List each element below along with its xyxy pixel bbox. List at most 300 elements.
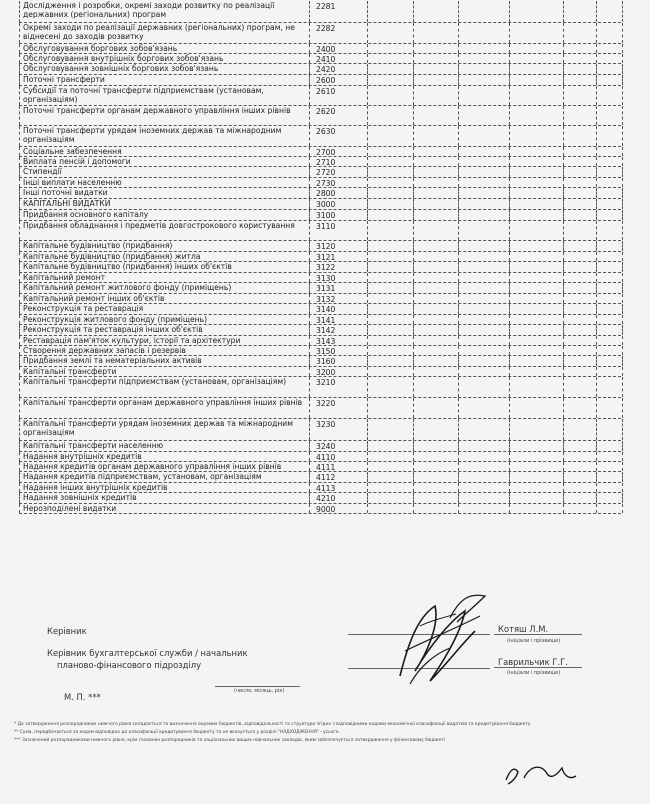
table-row [19,504,621,514]
amount-cell [596,221,623,240]
amount-cell [509,64,564,74]
amount-cell [458,304,510,314]
amount-cell [413,377,459,397]
amount-cell [413,441,459,451]
row-name-cell [19,419,310,440]
table-row [19,221,621,241]
amount-cell [367,315,414,324]
amount-cell [413,221,459,240]
row-name: Обслуговування боргових зобов'язань [23,44,178,53]
row-name: Капітальні трансферти органам державного управління інших рівнів [23,398,303,407]
amount-cell [596,346,623,355]
row-code-cell [309,419,368,440]
amount-cell [596,1,623,22]
row-code-cell [309,210,368,220]
amount-cell [596,199,623,209]
amount-cell [563,452,597,461]
table-row [19,304,621,315]
row-name: Обслуговування внутрішніх боргових зобов'язань [23,54,224,63]
row-code: 3100 [316,211,336,220]
accountant-name: Гаврильчик Г.Г. [498,657,568,667]
row-name-cell [19,398,310,418]
amount-cell [458,54,510,63]
row-code-cell [309,252,368,261]
amount-cell [458,157,510,166]
amount-cell [458,188,510,198]
row-name: Поточні трансферти урядам іноземних держав та міжнародним організаціям [23,126,282,144]
row-name: Поточні трансферти [23,75,105,84]
amount-cell [367,377,414,397]
amount-cell [563,262,597,272]
amount-cell [458,336,510,345]
row-code-cell [309,106,368,125]
amount-cell [458,377,510,397]
amount-cell [367,493,414,503]
row-code: 3240 [316,442,336,451]
amount-cell [509,504,564,513]
accountant-label-2: планово-фінансового підрозділу [57,660,202,670]
amount-cell [563,54,597,63]
amount-cell [596,304,623,314]
row-code-cell [309,452,368,461]
row-name-cell [19,167,310,177]
amount-cell [509,1,564,22]
amount-cell [596,356,623,366]
row-code: 3210 [316,378,336,387]
amount-cell [596,441,623,451]
row-code-cell [309,188,368,198]
row-code-cell [309,336,368,345]
amount-cell [367,75,414,85]
amount-cell [563,44,597,53]
amount-cell [367,367,414,376]
table-row [19,75,621,86]
row-code-cell [309,221,368,240]
table-row [19,325,621,336]
row-code-cell [309,126,368,146]
head-name: Котяш Л.М. [498,624,549,634]
amount-cell [563,178,597,187]
amount-cell [367,452,414,461]
amount-cell [367,441,414,451]
row-code: 3142 [316,326,336,335]
row-code: 2281 [316,2,336,11]
row-code-cell [309,325,368,335]
amount-cell [509,346,564,355]
amount-cell [413,167,459,177]
row-name: Капітальні трансферти населенню [23,441,164,450]
table-row [19,1,621,23]
amount-cell [458,126,510,146]
amount-cell [458,86,510,105]
row-name: Створення державних запасів і резервів [23,346,186,355]
amount-cell [367,126,414,146]
amount-cell [458,356,510,366]
amount-cell [596,75,623,85]
amount-cell [596,283,623,293]
amount-cell [413,504,459,513]
row-code: 3131 [316,284,336,293]
row-name: Соціальне забезпечення [23,147,122,156]
amount-cell [509,452,564,461]
row-name-cell [19,252,310,261]
row-code: 3200 [316,368,336,376]
row-code-cell [309,367,368,376]
amount-cell [367,483,414,492]
row-code-cell [309,54,368,63]
amount-cell [413,1,459,22]
amount-cell [413,294,459,303]
amount-cell [413,304,459,314]
amount-cell [413,75,459,85]
row-code: 3160 [316,357,336,366]
table-row [19,106,621,126]
amount-cell [458,262,510,272]
amount-cell [563,157,597,166]
row-name: Виплата пенсій і допомоги [23,157,131,166]
amount-cell [509,221,564,240]
amount-cell [509,377,564,397]
footnote-3: *** Зазначений розпорядниками нижчого рівня, крім головних розпорядників та національних вищих навчальних закладів, яким забезпечується затвердження у фінансовому бюджеті [14,738,445,743]
amount-cell [596,325,623,335]
amount-cell [367,252,414,261]
amount-cell [596,64,623,74]
table-row [19,252,621,262]
table-row [19,86,621,106]
amount-cell [458,147,510,156]
head-name-line [494,634,582,635]
row-code-cell [309,23,368,43]
amount-cell [596,44,623,53]
row-code-cell [309,377,368,397]
row-code-cell [309,304,368,314]
amount-cell [367,221,414,240]
row-code-cell [309,75,368,85]
row-code-cell [309,462,368,471]
amount-cell [367,188,414,198]
row-code: 4110 [316,453,336,461]
amount-cell [509,167,564,177]
row-name-cell [19,262,310,272]
row-code: 2700 [316,148,336,156]
amount-cell [413,188,459,198]
amount-cell [563,241,597,251]
amount-cell [413,241,459,251]
amount-cell [563,283,597,293]
amount-cell [367,283,414,293]
table-row [19,167,621,178]
amount-cell [563,325,597,335]
amount-cell [596,377,623,397]
amount-cell [413,336,459,345]
amount-cell [563,441,597,451]
row-name-cell [19,273,310,282]
row-code: 2282 [316,24,336,33]
amount-cell [563,221,597,240]
row-name-cell [19,178,310,187]
row-code-cell [309,441,368,451]
amount-cell [563,188,597,198]
row-name: Надання кредитів органам державного управління інших рівнів [23,462,282,471]
row-code: 2410 [316,55,336,63]
amount-cell [367,356,414,366]
amount-cell [367,462,414,471]
amount-cell [596,157,623,166]
amount-cell [413,472,459,482]
row-name: Капітальне будівництво (придбання) [23,241,173,250]
amount-cell [413,398,459,418]
head-label: Керівник [47,626,87,636]
stamp-label: М. П. *** [64,692,101,702]
amount-cell [509,157,564,166]
row-name: Стипендії [23,167,62,176]
amount-cell [413,147,459,156]
row-name: Нерозподілені видатки [23,504,117,513]
row-name: Дослідження і розробки, окремі заходи розвитку по реалізації державних (регіональних) програм [23,1,275,19]
amount-cell [458,199,510,209]
row-name: Надання зовнішніх кредитів [23,493,137,502]
amount-cell [367,1,414,22]
row-code: 3150 [316,347,336,355]
row-name-cell [19,336,310,345]
amount-cell [596,472,623,482]
table-row [19,273,621,283]
row-name: Реконструкція та реставрація [23,304,144,313]
amount-cell [458,178,510,187]
amount-cell [367,199,414,209]
amount-cell [509,472,564,482]
amount-cell [563,252,597,261]
amount-cell [367,472,414,482]
amount-cell [458,210,510,220]
amount-cell [367,210,414,220]
amount-cell [563,86,597,105]
row-code: 2600 [316,76,336,85]
amount-cell [458,462,510,471]
row-code: 3220 [316,399,336,408]
amount-cell [367,241,414,251]
accountant-name-line [494,667,582,668]
amount-cell [413,273,459,282]
row-name-cell [19,106,310,125]
amount-cell [596,147,623,156]
row-name: Капітальне будівництво (придбання) інших об'єктів [23,262,232,271]
row-name-cell [19,493,310,503]
row-name-cell [19,504,310,513]
amount-cell [458,23,510,43]
amount-cell [509,23,564,43]
amount-cell [596,210,623,220]
amount-cell [509,336,564,345]
amount-cell [563,398,597,418]
amount-cell [367,304,414,314]
row-name-cell [19,346,310,355]
amount-cell [458,419,510,440]
row-name-cell [19,126,310,146]
row-code-cell [309,294,368,303]
table-row [19,157,621,167]
amount-cell [563,493,597,503]
amount-cell [596,167,623,177]
amount-cell [596,462,623,471]
row-code: 3132 [316,295,336,303]
amount-cell [509,315,564,324]
row-name-cell [19,377,310,397]
row-code: 3230 [316,420,336,429]
amount-cell [458,294,510,303]
row-code-cell [309,472,368,482]
table-row [19,377,621,398]
date-hint: (число, місяць, рік) [234,688,285,694]
amount-cell [367,273,414,282]
table-row [19,188,621,199]
amount-cell [413,283,459,293]
amount-cell [367,419,414,440]
row-code: 3110 [316,222,336,231]
table-row [19,64,621,75]
accountant-name-hint: (ініціали і прізвище) [507,670,561,676]
table-row [19,483,621,493]
amount-cell [509,126,564,146]
table-row [19,452,621,462]
amount-cell [563,377,597,397]
row-code: 2620 [316,107,336,116]
amount-cell [563,483,597,492]
amount-cell [367,398,414,418]
amount-cell [458,346,510,355]
amount-cell [563,472,597,482]
table-row [19,346,621,356]
amount-cell [413,86,459,105]
amount-cell [458,75,510,85]
amount-cell [596,241,623,251]
amount-cell [413,157,459,166]
amount-cell [367,147,414,156]
row-code-cell [309,346,368,355]
row-code: 2420 [316,65,336,74]
amount-cell [563,23,597,43]
table-row [19,398,621,419]
amount-cell [413,262,459,272]
amount-cell [367,336,414,345]
amount-cell [413,452,459,461]
amount-cell [509,106,564,125]
row-code: 3121 [316,253,336,261]
amount-cell [509,398,564,418]
row-name-cell [19,452,310,461]
amount-cell [458,283,510,293]
table-row [19,54,621,64]
row-code-cell [309,315,368,324]
row-code: 3143 [316,337,336,345]
row-code: 4113 [316,484,336,492]
row-name-cell [19,54,310,63]
row-code-cell [309,283,368,293]
row-name: Надання інших внутрішніх кредитів [23,483,168,492]
row-code: 3141 [316,316,336,324]
amount-cell [367,346,414,355]
amount-cell [458,241,510,251]
amount-cell [367,178,414,187]
amount-cell [367,504,414,513]
row-name-cell [19,304,310,314]
amount-cell [413,252,459,261]
row-name: Реконструкція та реставрація інших об'єктів [23,325,203,334]
amount-cell [509,304,564,314]
row-name-cell [19,64,310,74]
amount-cell [458,167,510,177]
table-row [19,336,621,346]
table-row [19,210,621,221]
row-code-cell [309,64,368,74]
row-name-cell [19,441,310,451]
row-name: Капітальні трансферти [23,367,117,376]
amount-cell [413,419,459,440]
row-code-cell [309,262,368,272]
amount-cell [596,54,623,63]
amount-cell [596,126,623,146]
amount-cell [413,315,459,324]
amount-cell [509,199,564,209]
row-code-cell [309,356,368,366]
row-code-cell [309,178,368,187]
handwritten-initial-mark [445,588,495,628]
row-code-cell [309,241,368,251]
amount-cell [509,367,564,376]
amount-cell [563,462,597,471]
amount-cell [509,294,564,303]
row-code: 9000 [316,505,336,513]
amount-cell [458,315,510,324]
amount-cell [563,147,597,156]
table-row [19,44,621,54]
footnote-1: * До затвердження розпорядникам нижчого рівня складається та визначення окремих бюджетів, відповідальності та структури згідно з відповідними кодами економічної класифікації видатків та кредитування бюджету [14,722,531,727]
amount-cell [509,147,564,156]
head-name-hint: (ініціали і прізвище) [507,638,561,644]
handwritten-initials [500,758,580,792]
amount-cell [509,178,564,187]
amount-cell [509,441,564,451]
amount-cell [413,64,459,74]
amount-cell [596,273,623,282]
row-name-cell [19,315,310,324]
amount-cell [458,398,510,418]
amount-cell [596,398,623,418]
row-name: Надання внутрішніх кредитів [23,452,142,461]
amount-cell [596,483,623,492]
row-code-cell [309,273,368,282]
row-name-cell [19,367,310,376]
table-row [19,493,621,504]
amount-cell [596,336,623,345]
amount-cell [413,23,459,43]
table-row [19,294,621,304]
row-name-cell [19,241,310,251]
row-name: Капітальне будівництво (придбання) житла [23,252,201,261]
amount-cell [367,294,414,303]
amount-cell [596,493,623,503]
amount-cell [596,504,623,513]
amount-cell [509,325,564,335]
amount-cell [509,54,564,63]
row-name: Придбання землі та нематеріальних активів [23,356,202,365]
row-name-cell [19,283,310,293]
amount-cell [367,262,414,272]
table-row [19,472,621,483]
table-row [19,262,621,273]
amount-cell [458,106,510,125]
amount-cell [509,493,564,503]
